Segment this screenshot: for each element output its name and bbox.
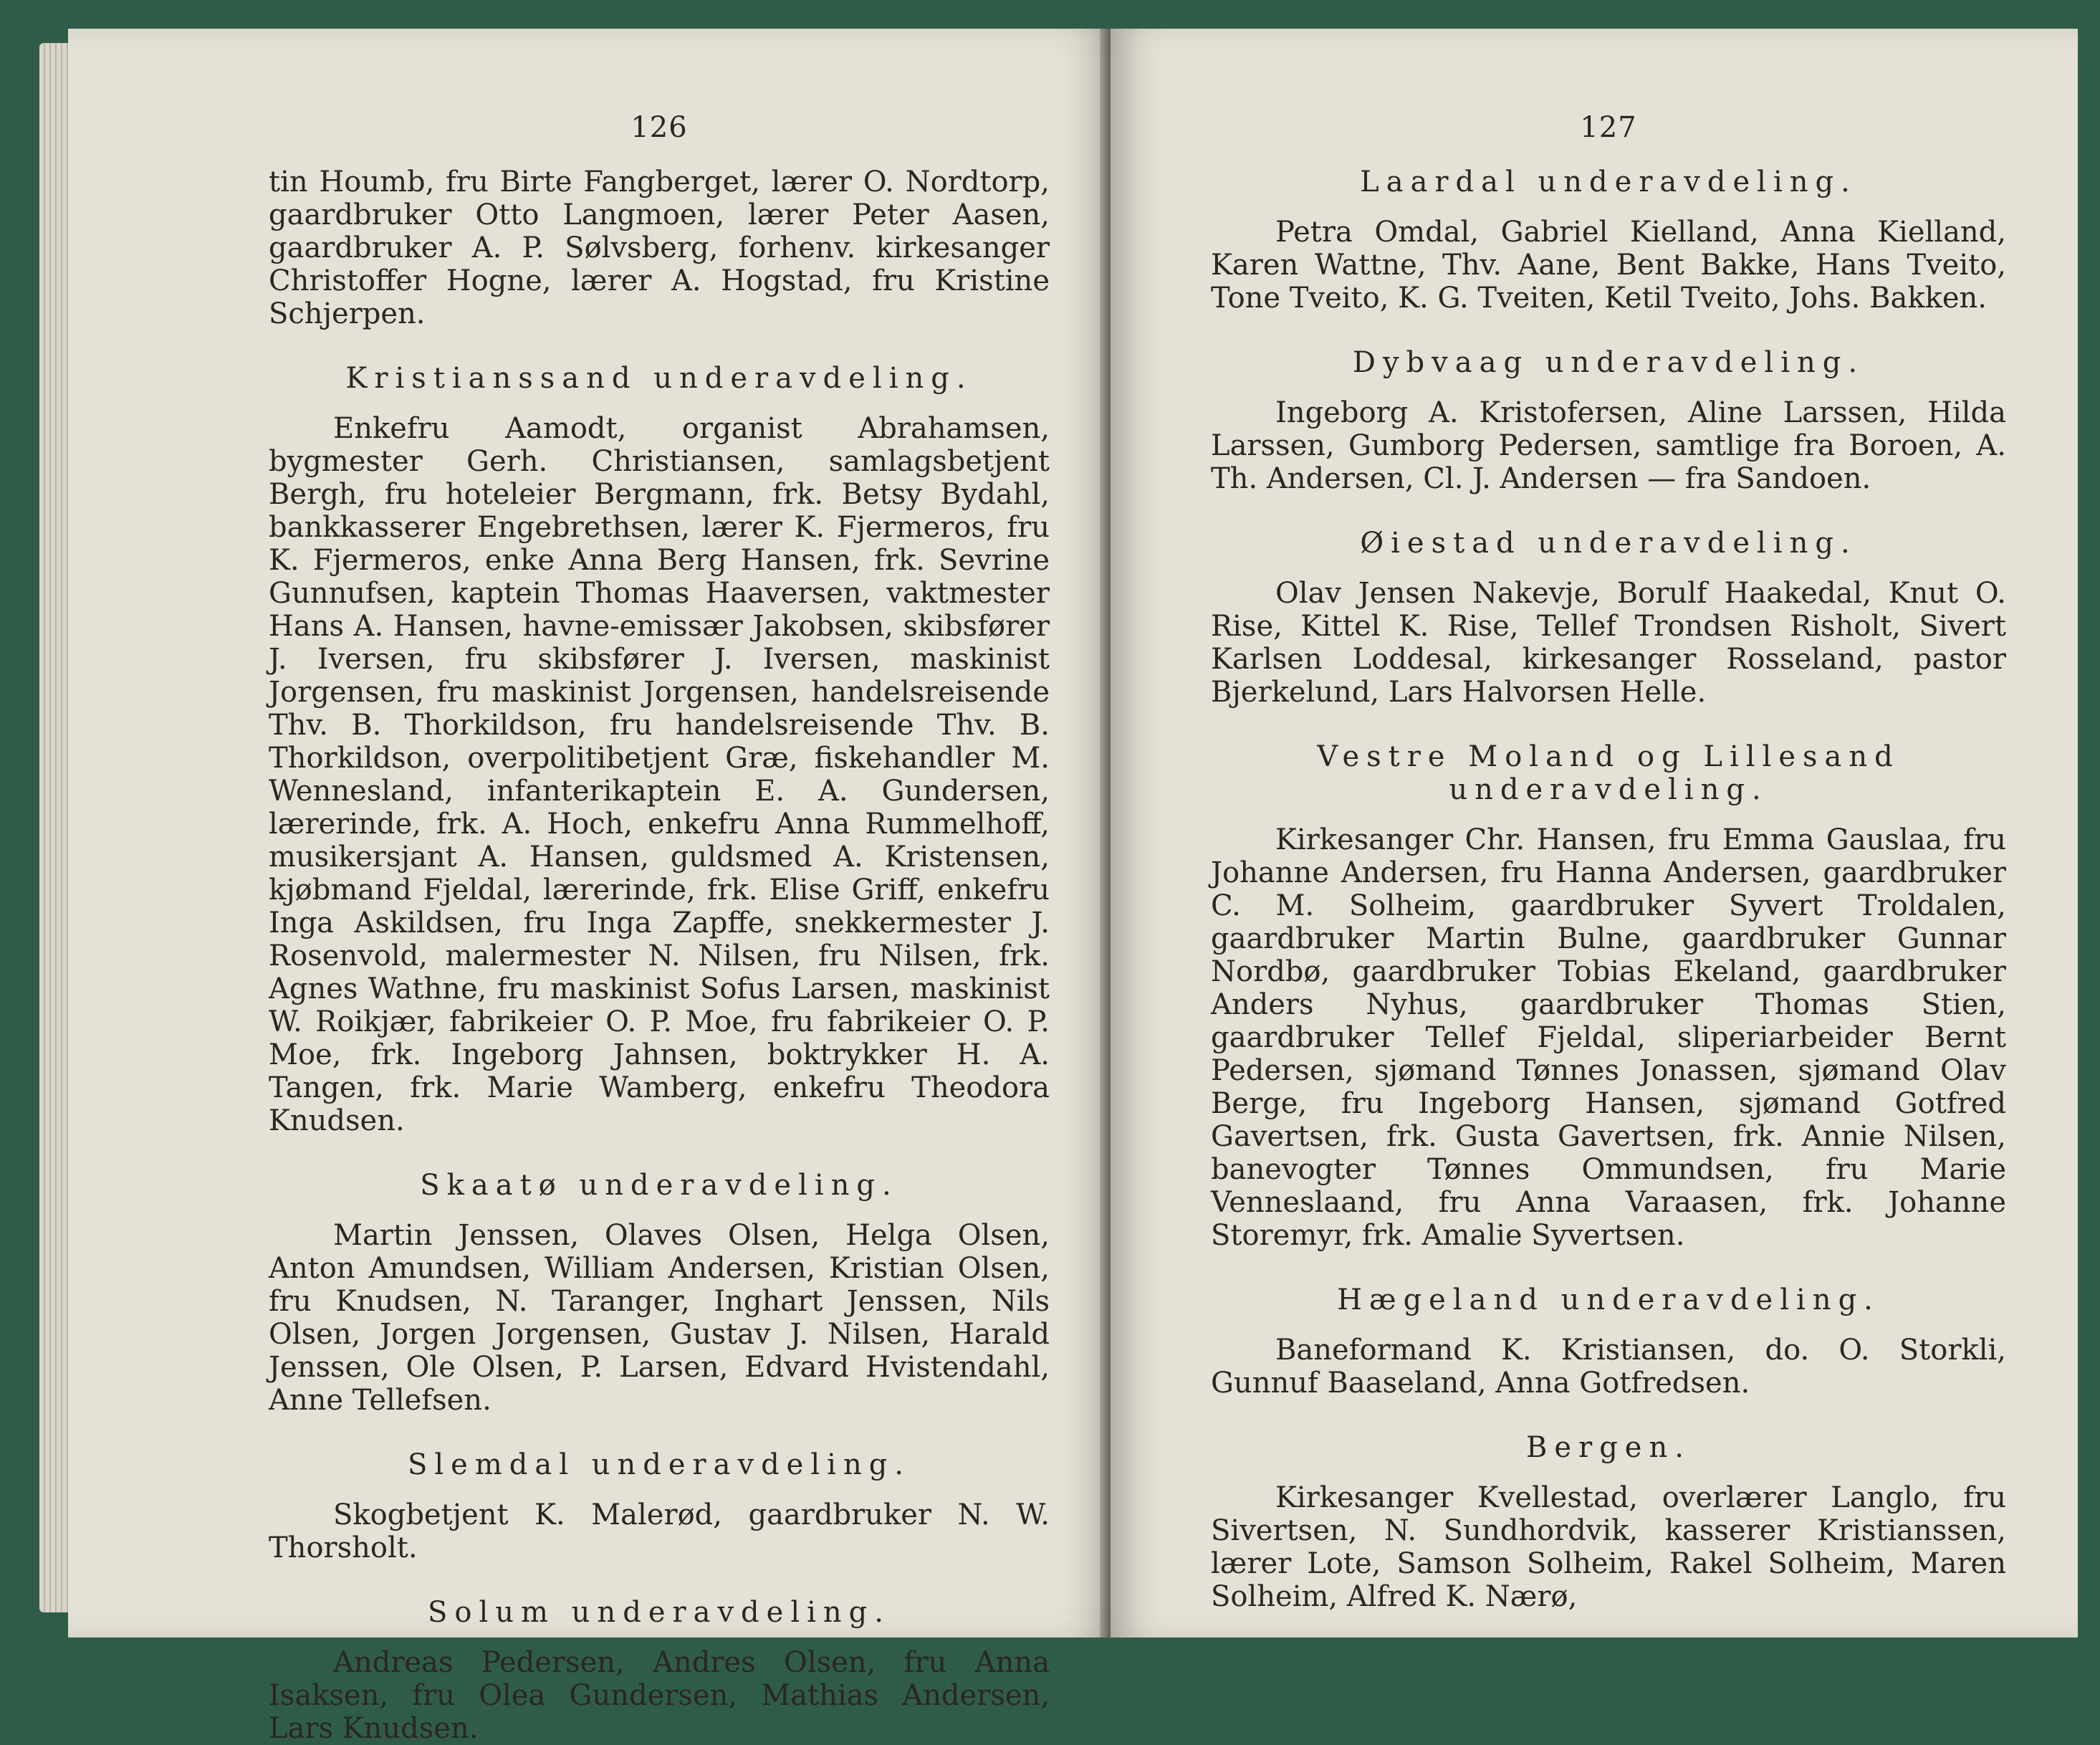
intro-paragraph: tin Houmb, fru Birte Fangberget, lærer O. Nordtorp, gaardbruker Otto Langmoen, lærer Peter Aasen, gaardbruker A. P. Sølvsberg, forhenv. kirkesanger Christoffer Hogne, lærer A. Hogstad, fru Kristine Schjerpen. bbox=[269, 166, 1050, 330]
left-page-content bbox=[269, 111, 1050, 1745]
section-heading: Skaatø underavdeling. bbox=[420, 1169, 898, 1202]
section-text: Martin Jenssen, Olaves Olsen, Helga Olsen, Anton Amundsen, William Andersen, Kristian Olsen, fru Knudsen, N. Taranger, Inghart Jenssen, Nils Olsen, Jorgen Jorgensen, Gustav J. Nilsen, Harald Jenssen, Ole Olsen, P. Larsen, Edvard Hvistendahl, Anne Tellefsen. bbox=[269, 1219, 1050, 1417]
section-heading: Bergen. bbox=[1526, 1431, 1691, 1464]
section-text: Enkefru Aamodt, organist Abrahamsen, bygmester Gerh. Christiansen, samlagsbetjent Bergh, fru hoteleier Bergmann, frk. Betsy Bydahl, bankkasserer Engebrethsen, lærer K. Fjermeros, fru K. Fjermeros, enke Anna Berg Hansen, frk. Sevrine Gunnufsen, kaptein Thomas Haaversen, vaktmester Hans A. Hansen, havne-emissær Jakobsen, skibsfører J. Iversen, fru skibsfører J. Iversen, maskinist Jorgensen, fru maskinist Jorgensen, handelsreisende Thv. B. Thorkildson, fru handelsreisende Thv. B. Thorkildson, overpolitibetjent Græ, fiskehandler M. Wennesland, infanterikaptein E. A. Gundersen, lærerinde, frk. A. Hoch, enkefru Anna Rummelhoff, musikersjant A. Hansen, guldsmed A. Kristensen, kjøbmand Fjeldal, lærerinde, frk. Elise Griff, enkefru Inga Askildsen, fru Inga Zapffe, snekkermester J. Rosenvold, malermester N. Nilsen, fru Nilsen, frk. Agnes Wathne, fru maskinist Sofus Larsen, maskinist W. Roikjær, fabrikeier O. P. Moe, fru fabrikeier O. P. Moe, frk. Ingeborg Jahnsen, boktrykker H. A. Tangen, frk. Marie Wamberg, enkefru Theodora Knudsen. bbox=[269, 412, 1050, 1137]
section-heading: Solum underavdeling. bbox=[428, 1596, 891, 1629]
open-book bbox=[39, 29, 2078, 1745]
page-number: 127 bbox=[1580, 111, 1637, 144]
section-text: Petra Omdal, Gabriel Kielland, Anna Kielland, Karen Wattne, Thv. Aane, Bent Bakke, Hans Tveito, Tone Tveito, K. G. Tveiten, Ketil Tveito, Johs. Bakken. bbox=[1211, 216, 2006, 315]
section-heading: Slemdal underavdeling. bbox=[407, 1448, 911, 1481]
section-heading: Hægeland underavdeling. bbox=[1337, 1283, 1880, 1316]
section-heading: Øiestad underavdeling. bbox=[1360, 527, 1857, 560]
section-heading: Vestre Moland og Lillesand underavdeling. bbox=[1317, 740, 1900, 806]
section-text: Ingeborg A. Kristofersen, Aline Larssen, Hilda Larssen, Gumborg Pedersen, samtlige fra Boroen, A. Th. Andersen, Cl. J. Andersen — fra Sandoen. bbox=[1211, 396, 2006, 495]
left-page bbox=[68, 29, 1111, 1745]
right-page bbox=[1111, 29, 2078, 1638]
section-text: Baneformand K. Kristiansen, do. O. Storkli, Gunnuf Baaseland, Anna Gotfredsen. bbox=[1211, 1334, 2006, 1400]
section-text: Andreas Pedersen, Andres Olsen, fru Anna Isaksen, fru Olea Gundersen, Mathias Andersen, Lars Knudsen. bbox=[269, 1646, 1050, 1745]
section-text: Olav Jensen Nakevje, Borulf Haakedal, Knut O. Rise, Kittel K. Rise, Tellef Trondsen Risholt, Sivert Karlsen Loddesal, kirkesanger Rosseland, pastor Bjerkelund, Lars Halvorsen Helle. bbox=[1211, 577, 2006, 709]
section-heading: Laardal underavdeling. bbox=[1360, 166, 1857, 199]
section-text: Kirkesanger Kvellestad, overlærer Langlo, fru Sivertsen, N. Sundhordvik, kasserer Kristianssen, lærer Lote, Samson Solheim, Rakel Solheim, Maren Solheim, Alfred K. Nærø, bbox=[1211, 1481, 2006, 1613]
section-heading: Dybvaag underavdeling. bbox=[1352, 346, 1865, 379]
right-page-content bbox=[1211, 111, 2006, 1613]
page-number: 126 bbox=[631, 111, 688, 144]
section-text: Kirkesanger Chr. Hansen, fru Emma Gauslaa, fru Johanne Andersen, fru Hanna Andersen, gaardbruker C. M. Solheim, gaardbruker Syvert Troldalen, gaardbruker Martin Bulne, gaardbruker Gunnar Nordbø, gaardbruker Tobias Ekeland, gaardbruker Anders Nyhus, gaardbruker Thomas Stien, gaardbruker Tellef Fjeldal, sliperiarbeider Bernt Pedersen, sjømand Tønnes Jonassen, sjømand Olav Berge, fru Ingeborg Hansen, sjømand Gotfred Gavertsen, frk. Gusta Gavertsen, frk. Annie Nilsen, banevogter Tønnes Ommundsen, fru Marie Venneslaand, fru Anna Varaasen, frk. Johanne Storemyr, frk. Amalie Syvertsen. bbox=[1211, 823, 2006, 1252]
section-text: Skogbetjent K. Malerød, gaardbruker N. W. Thorsholt. bbox=[269, 1498, 1050, 1564]
section-heading: Kristianssand underavdeling. bbox=[345, 362, 973, 395]
